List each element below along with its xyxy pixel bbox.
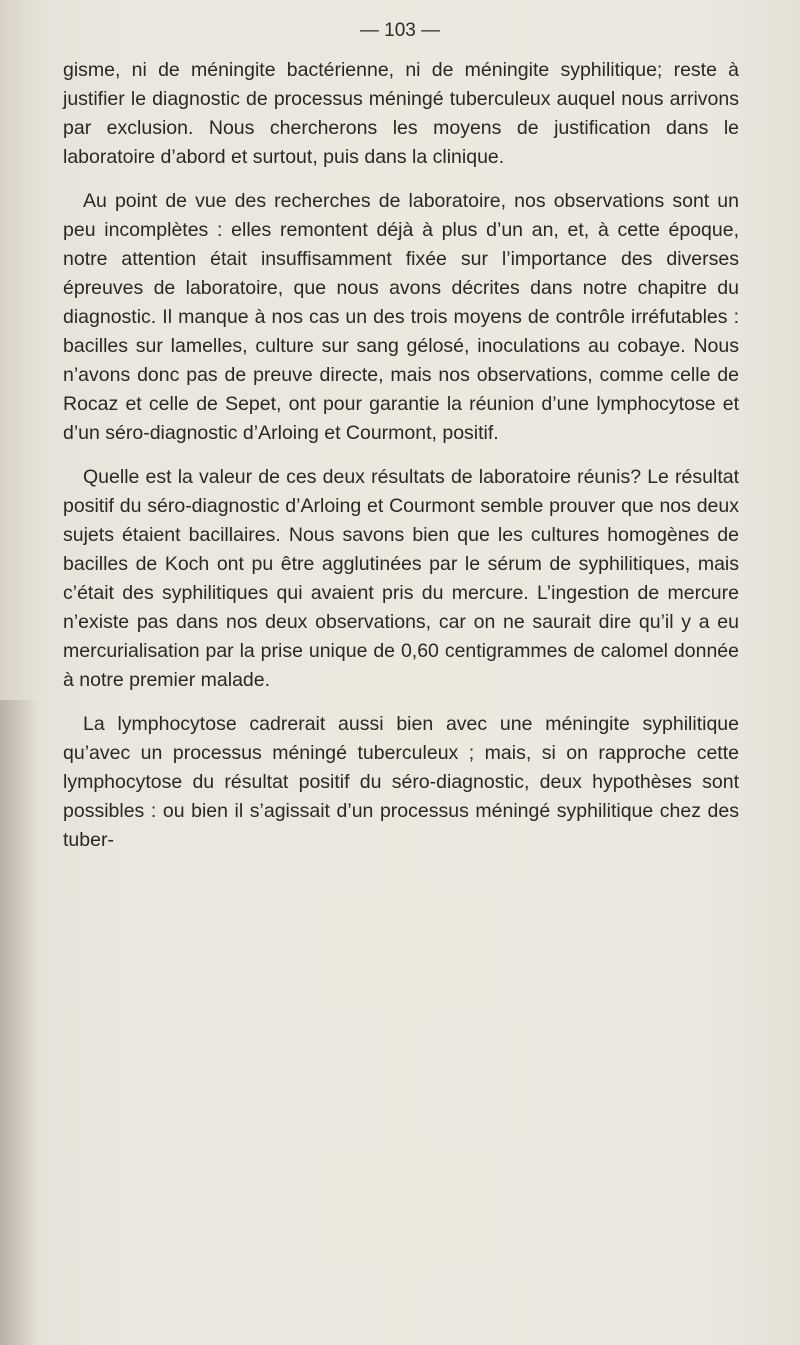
- page-edge-shadow: [0, 700, 38, 1345]
- paragraph-2: Au point de vue des recherches de laboratoire, nos observations sont un peu incomplètes : elles remontent déjà à plus d’un an, et, à cette époque, notre attention était insuffisamment fixée sur l’importance des diverses épreuves de laboratoire, que nous avons décrites dans notre chapitre du diagnostic. Il manque à nos cas un des trois moyens de contrôle irréfutables : bacilles sur lamelles, culture sur sang gélosé, inoculations au cobaye. Nous n’avons donc pas de preuve directe, mais nos observations, comme celle de Rocaz et celle de Sepet, ont pour garantie la réunion d’une lymphocytose et d’un séro-diagnostic d’Arloing et Courmont, positif.: [63, 190, 739, 444]
- paragraph-4: La lymphocytose cadrerait aussi bien avec une méningite syphilitique qu’avec un processus méningé tuberculeux ; mais, si on rapproche cette lymphocytose du résultat positif du séro-diagnostic, deux hypothèses sont possibles : ou bien il s’agissait d’un processus méningé syphilitique chez des tuber-: [63, 713, 739, 851]
- paragraph-1: gisme, ni de méningite bactérienne, ni de méningite syphilitique; reste à justifier le diagnostic de processus méningé tuberculeux auquel nous arrivons par exclusion. Nous chercherons les moyens de justification dans le laboratoire d’abord et surtout, puis dans la clinique.: [63, 59, 739, 168]
- paragraph-3: Quelle est la valeur de ces deux résultats de laboratoire réunis? Le résultat positif du séro-diagnostic d’Arloing et Courmont semble prouver que nos deux sujets étaient bacillaires. Nous savons bien que les cultures homogènes de bacilles de Koch ont pu être agglutinées par le sérum de syphilitiques, mais c’était des syphilitiques qui avaient pris du mercure. L’ingestion de mercure n’existe pas dans nos deux observations, car on ne saurait dire qu’il y a eu mercurialisation par la prise unique de 0,60 centigrammes de calomel donnée à notre premier malade.: [63, 466, 739, 691]
- page-number: — 103 —: [359, 20, 441, 41]
- body-text: [63, 56, 739, 870]
